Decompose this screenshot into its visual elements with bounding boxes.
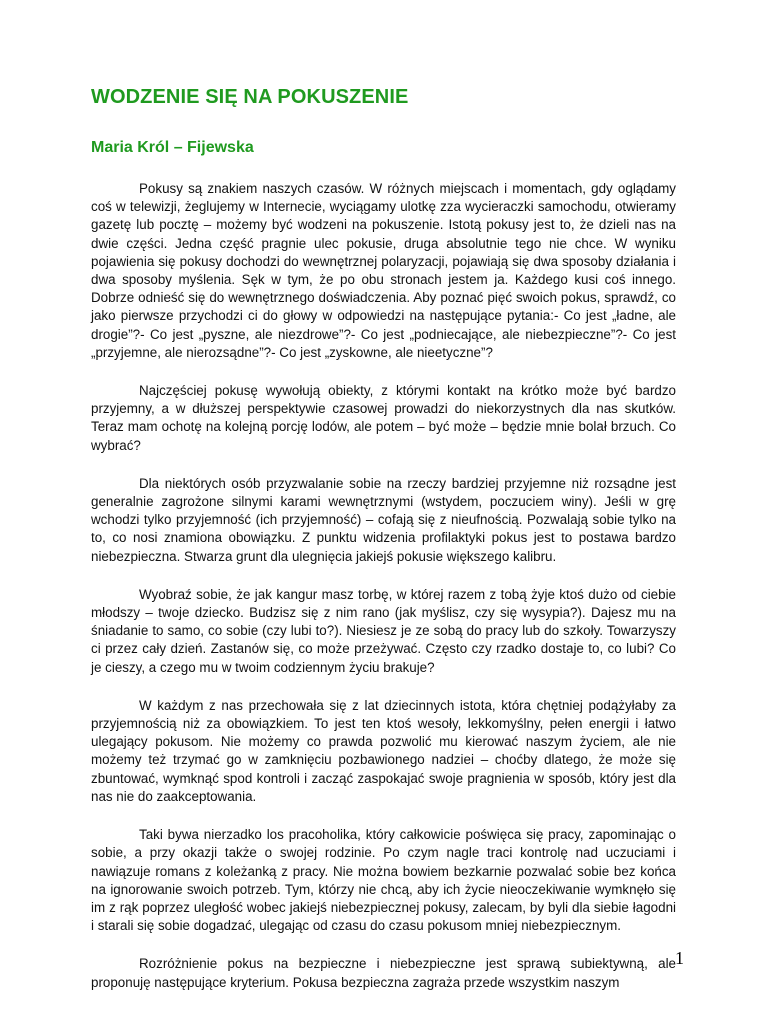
paragraph-1: Pokusy są znakiem naszych czasów. W różnych miejscach i momentach, gdy oglądamy coś w telewizji, żeglujemy w Internecie, wyciągamy ulotkę zza wycieraczki samochodu, otwieramy gazetę lub pocztę – możemy być wodzeni na pokuszenie. Istotą pokusy jest to, że dzieli nas na dwie części. Jedna część pragnie ulec pokusie, druga absolutnie tego nie chce. W wyniku pojawienia się pokusy dochodzi do wewnętrznej polaryzacji, pojawiają się dwa sposoby działania i dwa sposoby myślenia. Sęk w tym, że po obu stronach jestem ja. Każdego kusi coś innego. Dobrze odnieść się do wewnętrznego doświadczenia. Aby poznać pięć swoich pokus, sprawdź, co jako pierwsze przychodzi ci do głowy w odpowiedzi na następujące pytania:- Co jest „ładne, ale drogie”?- Co jest „pyszne, ale niezdrowe”?- Co jest „podniecające, ale niebezpieczne”?- Co jest „przyjemne, ale nierozsądne”?- Co jest „zyskowne, ale nieetyczne”? — [91, 181, 676, 360]
paragraph-2: Najczęściej pokusę wywołują obiekty, z którymi kontakt na krótko może być bardzo przyjemny, a w dłuższej perspektywie czasowej prowadzi do niekorzystnych dla nas skutków. Teraz mam ochotę na kolejną porcję lodów, ale potem – być może – będzie mnie bolał brzuch. Co wybrać? — [91, 383, 676, 453]
document-author: Maria Król – Fijewska — [91, 139, 254, 156]
document-body — [91, 180, 676, 1012]
document-title: WODZENIE SIĘ NA POKUSZENIE — [91, 86, 409, 108]
paragraph-6: Taki bywa nierzadko los pracoholika, który całkowicie poświęca się pracy, zapominając o sobie, a przy okazji także o swojej rodzinie. Po czym nagle traci kontrolę nad uczuciami i nawiązuje romans z koleżanką z pracy. Nie można bowiem bezkarnie pozwalać sobie bez końca na ignorowanie swoich potrzeb. Tym, którzy nie chcą, aby ich życie nieoczekiwanie wymknęło się im z rąk poprzez uległość wobec jakiejś niebezpiecznej pokusy, zalecam, by byli dla siebie łagodni i starali się sobie dogadzać, ulegając od czasu do czasu pokusom mniej niebezpiecznym. — [91, 827, 676, 934]
paragraph-5: W każdym z nas przechowała się z lat dziecinnych istota, która chętniej podążyłaby za przyjemnością niż za obowiązkiem. To jest ten ktoś wesoły, lekkomyślny, pełen energii i łatwo ulegający pokusom. Nie możemy co prawda pozwolić mu kierować naszym życiem, ale nie możemy też trzymać go w zamknięciu pozbawionego nadziei – choćby dlatego, że może się zbuntować, wymknąć spod kontroli i zacząć zaspokajać swoje pragnienia w sposób, który jest dla nas nie do zaakceptowania. — [91, 697, 676, 804]
paragraph-7: Rozróżnienie pokus na bezpieczne i niebezpieczne jest sprawą subiektywną, ale proponuję następujące kryterium. Pokusa bezpieczna zagraża przede wszystkim naszym — [91, 956, 676, 990]
paragraph-4: Wyobraź sobie, że jak kangur masz torbę, w której razem z tobą żyje ktoś dużo od ciebie młodszy – twoje dziecko. Budzisz się z nim rano (jak myślisz, czy się wysypia?). Dajesz mu na śniadanie to samo, co sobie (czy lubi to?). Niesiesz je ze sobą do pracy lub do szkoły. Towarzyszy ci przez cały dzień. Zastanów się, co może przeżywać. Często czy rzadko dostaje to, co lubi? Co je cieszy, a czego mu w twoim codziennym życiu brakuje? — [91, 586, 676, 675]
paragraph-3: Dla niektórych osób przyzwalanie sobie na rzeczy bardziej przyjemne niż rozsądne jest generalnie zagrożone silnymi karami wewnętrznymi (wstydem, poczuciem winy). Jeśli w grę wchodzi tylko przyjemność (ich przyjemność) – cofają się z nieufnością. Pozwalają sobie tylko na to, co nosi znamiona obowiązku. Z punktu widzenia profilaktyki pokus jest to postawa bardzo niebezpieczna. Stwarza grunt dla ulegnięcia jakiejś pokusie większego kalibru. — [91, 475, 676, 564]
page-number: 1 — [675, 948, 684, 968]
